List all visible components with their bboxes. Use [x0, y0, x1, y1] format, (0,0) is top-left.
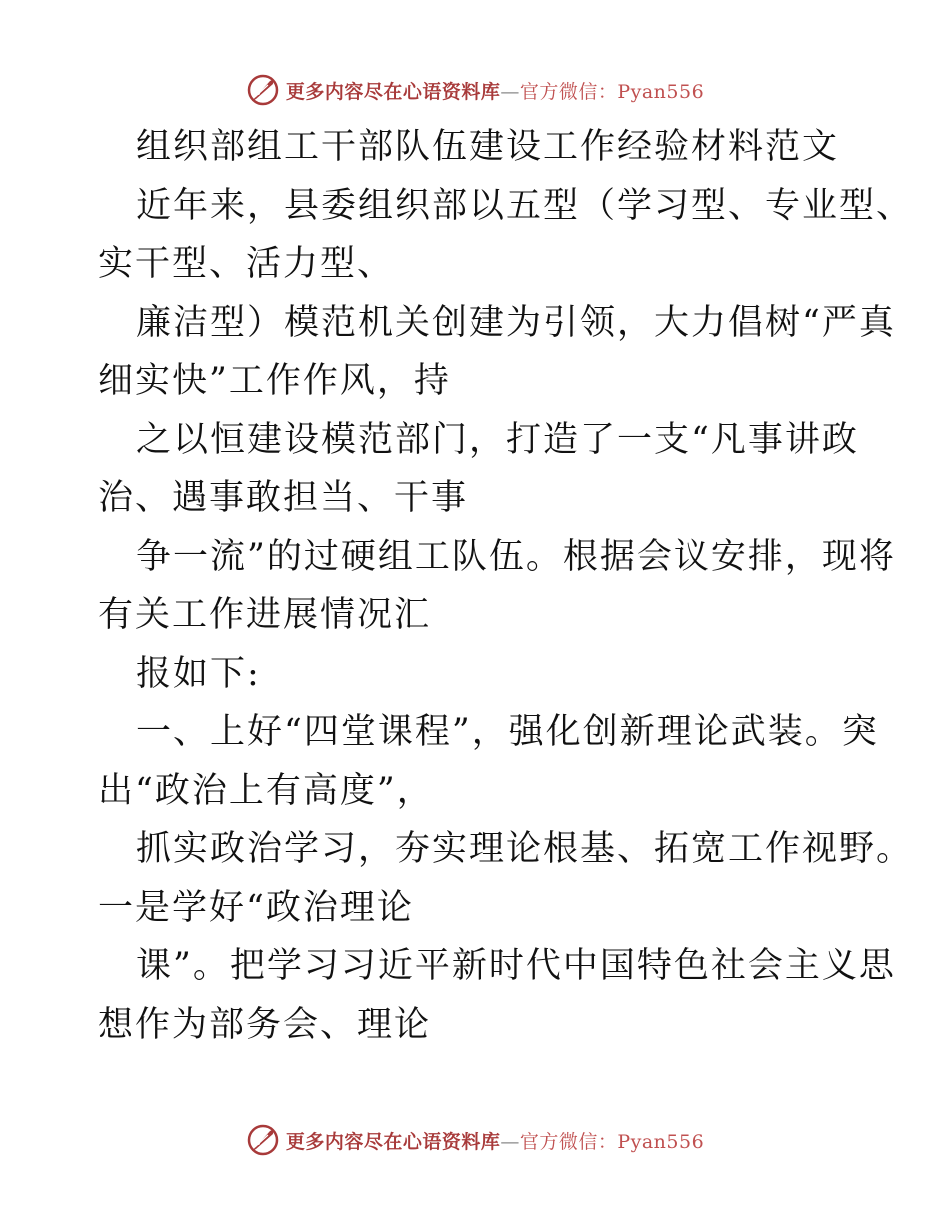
text-line: 报如下:: [136, 653, 261, 694]
text-line: 之以恒建设模范部门，打造了一支“凡事讲政: [136, 419, 859, 460]
text-line: 一是学好“政治理论: [98, 887, 414, 928]
text-line: 一、上好“四堂课程”，强化创新理论武装。突: [136, 712, 879, 752]
document-body: [98, 118, 914, 1054]
text-line: 细实快”工作作风，持: [98, 361, 451, 401]
text-line: 近年来，县委组织部以五型（学习型、专业型、: [136, 185, 914, 226]
feather-pen-logo-icon: [246, 73, 280, 107]
feather-pen-logo-icon: [246, 1123, 280, 1157]
text-line: 治、遇事敢担当、干事: [98, 478, 469, 518]
text-line: 实干型、活力型、: [98, 244, 395, 284]
separator: —: [500, 80, 520, 103]
text-line: 廉洁型）模范机关创建为引领，大力倡树“严真: [136, 302, 896, 343]
separator: —: [500, 1130, 520, 1153]
library-text: 更多内容尽在心语资料库: [285, 80, 501, 103]
text-line: 出“政治上有高度”，: [98, 770, 434, 811]
text-line: 争一流”的过硬组工队伍。根据会议安排，现将: [136, 536, 896, 577]
text-line: 组织部组工干部队伍建设工作经验材料范文: [136, 127, 840, 167]
footer-watermark: [0, 1120, 950, 1160]
library-text: 更多内容尽在心语资料库: [285, 1130, 501, 1153]
text-line: 有关工作进展情况汇: [98, 595, 432, 635]
text-line: 抓实政治学习，夯实理论根基、拓宽工作视野。: [136, 829, 914, 869]
wechat-text: 官方微信：Pyan556: [519, 80, 705, 103]
wechat-text: 官方微信：Pyan556: [519, 1130, 705, 1153]
text-line: 课”。把学习习近平新时代中国特色社会主义思: [136, 946, 896, 986]
header-watermark: [0, 70, 950, 110]
text-line: 想作为部务会、理论: [98, 1004, 432, 1045]
